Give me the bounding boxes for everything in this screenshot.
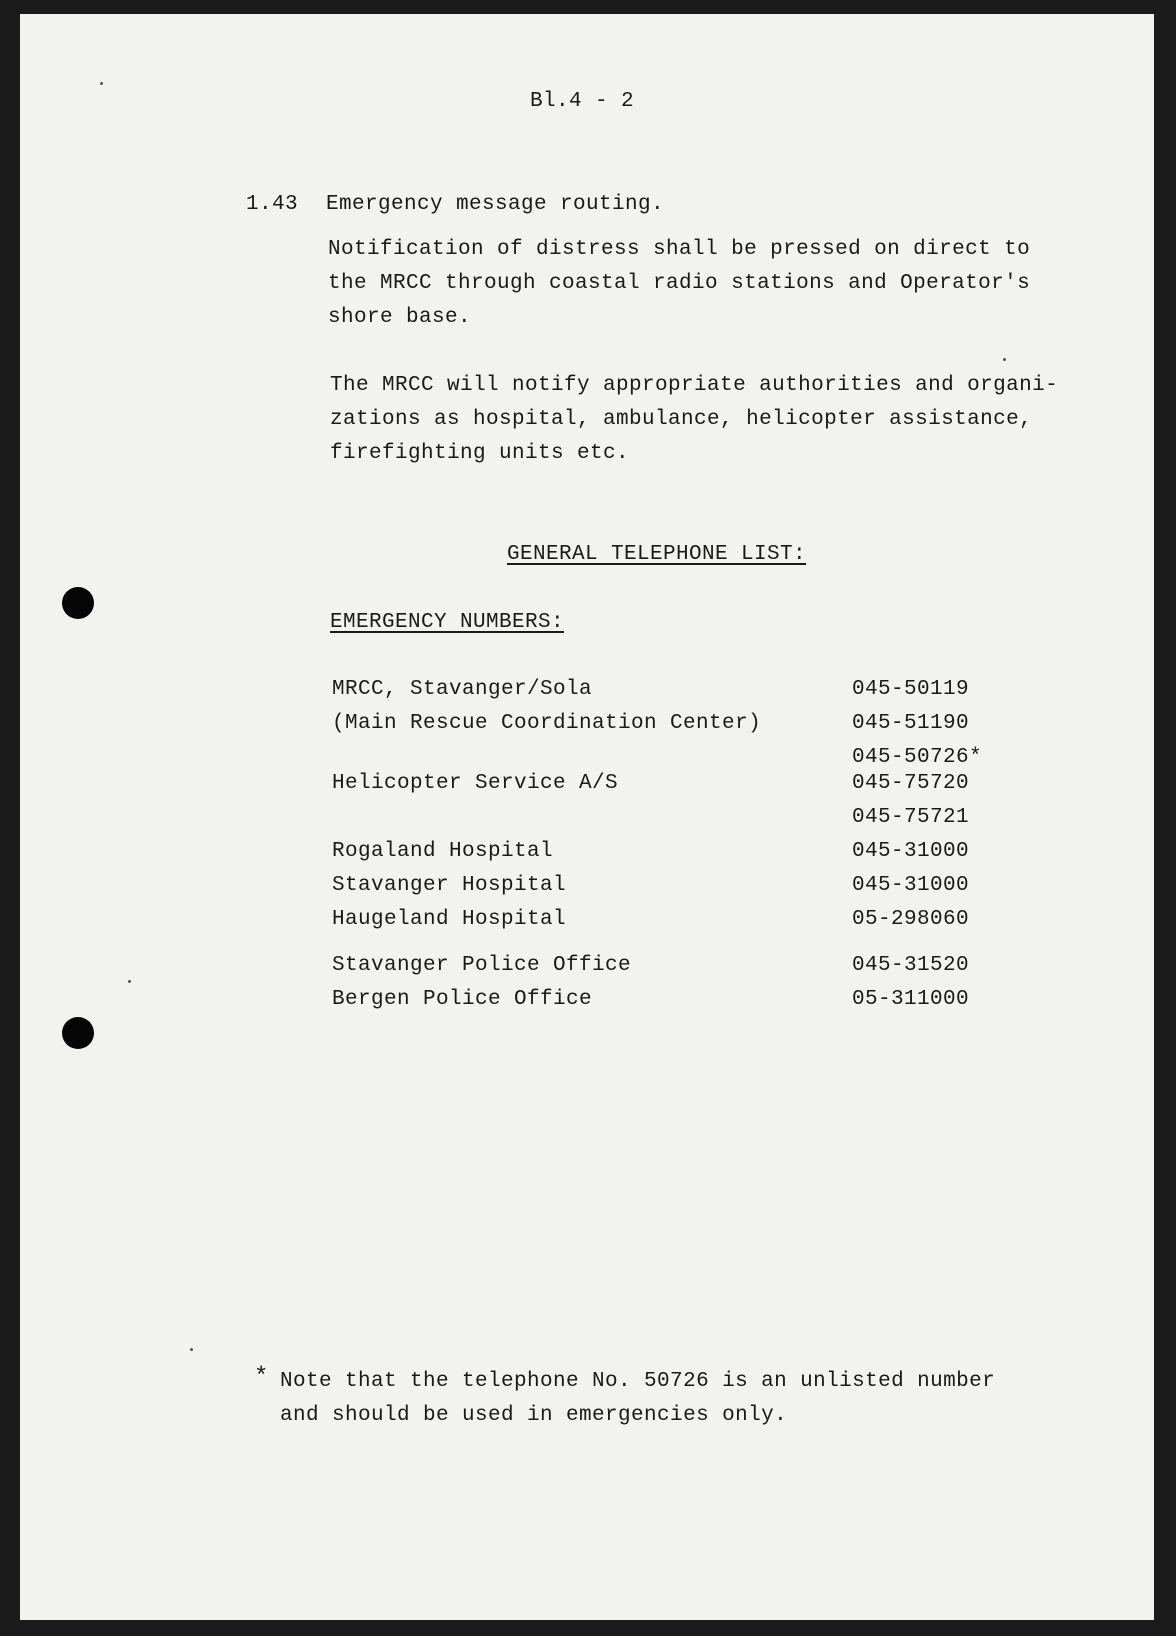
entry-name: MRCC, Stavanger/Sola <box>332 678 593 701</box>
footnote-marker: * <box>254 1364 269 1391</box>
paragraph-line: shore base. <box>328 306 472 329</box>
entry-name: Haugeland Hospital <box>332 908 567 931</box>
entry-number: 045-51190 <box>852 712 970 735</box>
footnote-line: and should be used in emergencies only. <box>280 1404 788 1427</box>
sub-heading: EMERGENCY NUMBERS: <box>330 611 565 634</box>
paragraph-line: the MRCC through coastal radio stations and Operator's <box>328 272 1031 295</box>
entry-name: Stavanger Police Office <box>332 954 632 977</box>
section-number: 1.43 <box>246 193 299 216</box>
paragraph-line: Notification of distress shall be pressed on direct to <box>328 238 1031 261</box>
entry-number: 045-31520 <box>852 954 970 977</box>
entry-number: 045-31000 <box>852 874 970 897</box>
page-number: Bl.4 - 2 <box>530 90 635 113</box>
entry-number: 05-298060 <box>852 908 970 931</box>
entry-name: (Main Rescue Coordination Center) <box>332 712 762 735</box>
entry-number: 045-75721 <box>852 806 970 829</box>
entry-name: Stavanger Hospital <box>332 874 567 897</box>
scan-speck <box>128 980 131 983</box>
punch-hole <box>62 1017 94 1049</box>
punch-hole <box>62 587 94 619</box>
list-heading: GENERAL TELEPHONE LIST: <box>507 543 807 566</box>
entry-number: 045-50726* <box>852 746 983 769</box>
entry-name: Helicopter Service A/S <box>332 772 619 795</box>
scan-speck <box>1003 358 1006 361</box>
paragraph-line: zations as hospital, ambulance, helicopter assistance, <box>330 408 1033 431</box>
entry-number: 045-50119 <box>852 678 970 701</box>
scan-speck <box>100 82 103 85</box>
scan-speck <box>190 1348 193 1351</box>
entry-number: 045-75720 <box>852 772 970 795</box>
footnote-line: Note that the telephone No. 50726 is an unlisted number <box>280 1370 996 1393</box>
paragraph-line: firefighting units etc. <box>330 442 630 465</box>
entry-number: 05-311000 <box>852 988 970 1011</box>
section-title: Emergency message routing. <box>326 193 665 216</box>
entry-number: 045-31000 <box>852 840 970 863</box>
entry-name: Bergen Police Office <box>332 988 593 1011</box>
entry-name: Rogaland Hospital <box>332 840 554 863</box>
paragraph-line: The MRCC will notify appropriate authorities and organi- <box>330 374 1059 397</box>
